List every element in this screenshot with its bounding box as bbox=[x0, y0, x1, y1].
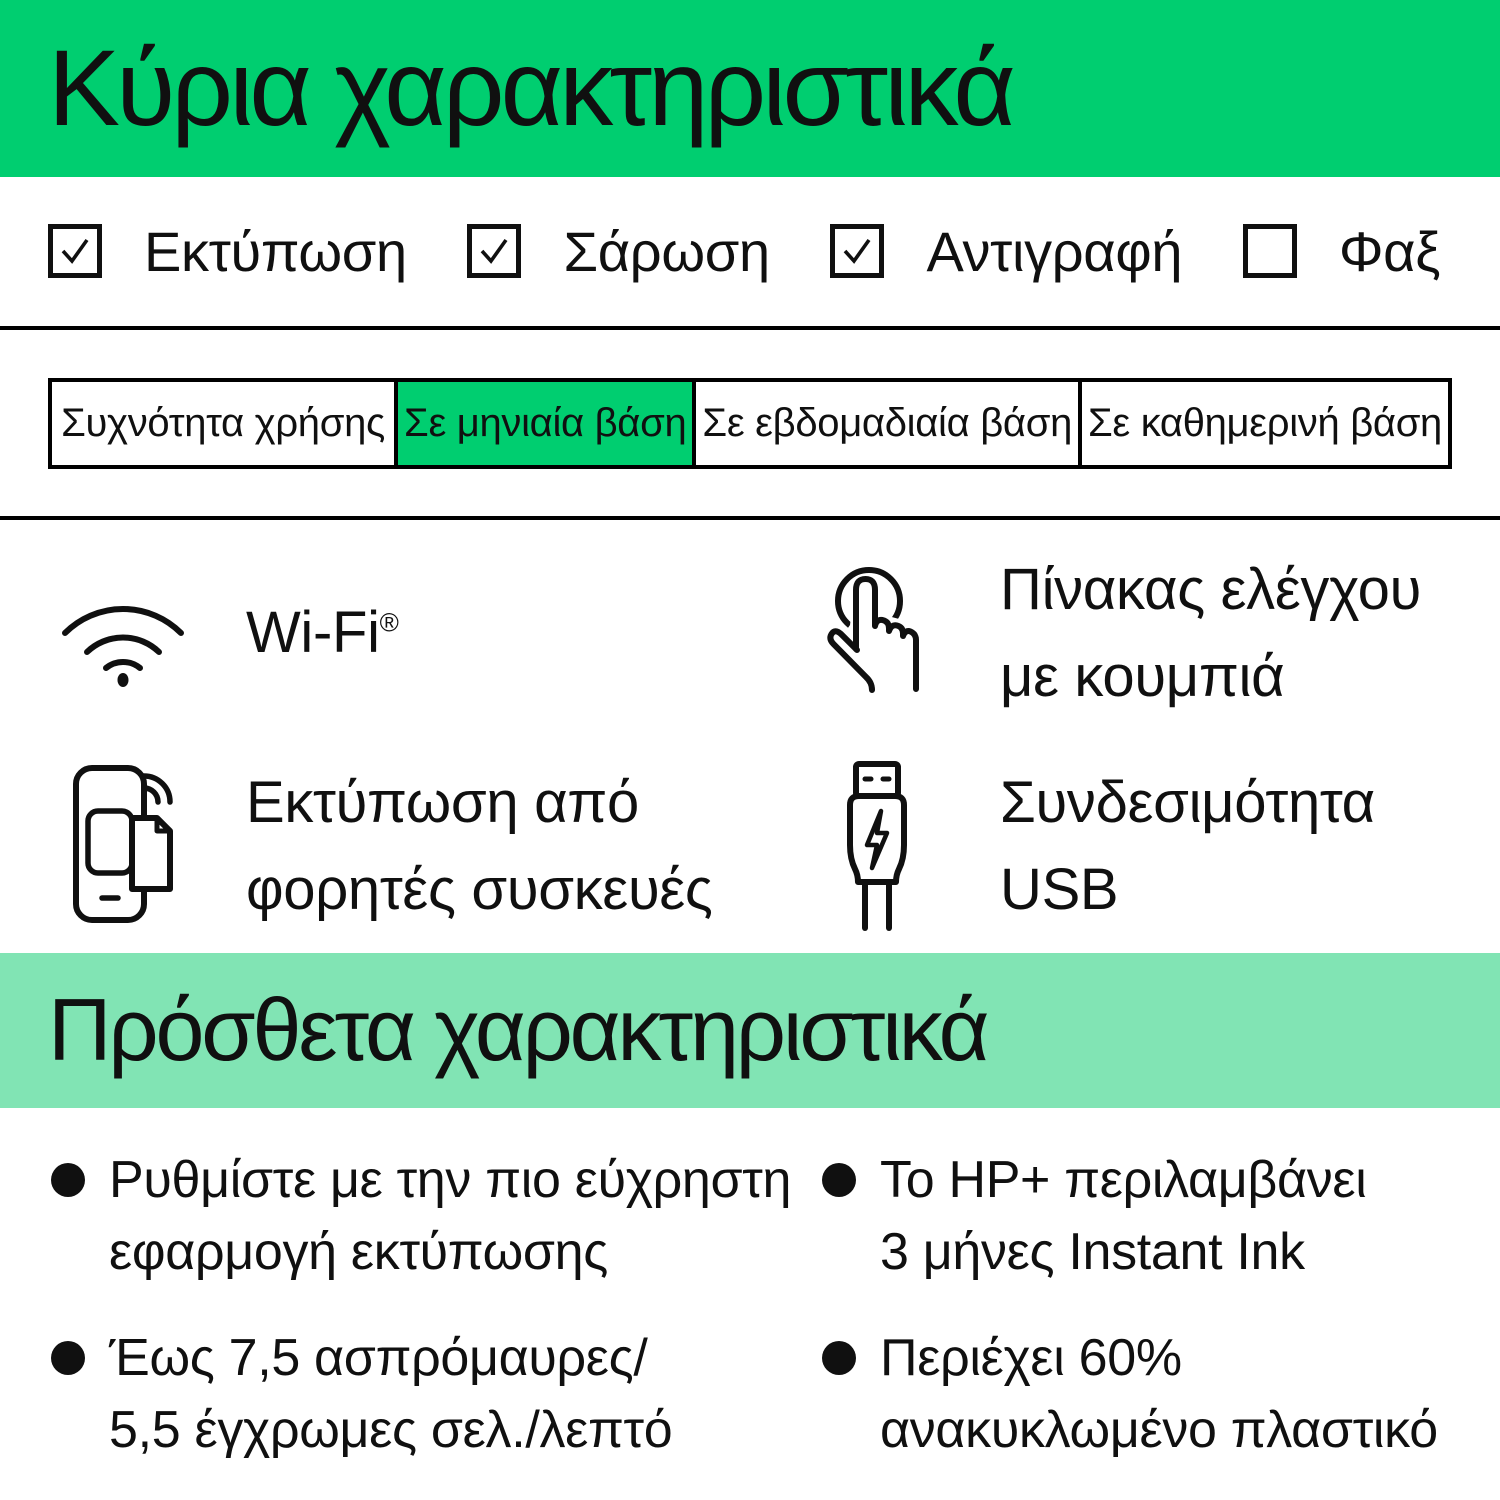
additional-features-banner bbox=[0, 953, 1500, 1108]
mobile-print-icon bbox=[48, 756, 198, 936]
checkbox-checked-icon[interactable] bbox=[830, 224, 884, 278]
bullet-dot-icon bbox=[822, 1341, 856, 1375]
bullet-dot-icon bbox=[51, 1163, 85, 1197]
function-item-print bbox=[48, 219, 407, 284]
tab-monthly[interactable]: Σε μηνιαία βάση bbox=[394, 382, 692, 465]
function-item-scan bbox=[467, 219, 769, 284]
usb-icon bbox=[802, 760, 952, 932]
bullet-easy-setup: Ρυθμίστε με την πιο εύχρηστη εφαρμογή εκτύπωσης bbox=[51, 1144, 702, 1288]
additional-features-list bbox=[0, 1108, 1500, 1500]
function-label-fax: Φαξ bbox=[1338, 219, 1440, 283]
divider-top bbox=[0, 326, 1500, 330]
feature-label-control-panel: Πίνακας ελέγχου με κουμπιά bbox=[1000, 556, 1421, 709]
feature-control-panel bbox=[750, 526, 1452, 739]
bullet-dot-icon bbox=[822, 1163, 856, 1197]
feature-wifi bbox=[48, 526, 750, 739]
function-item-fax bbox=[1243, 219, 1440, 284]
function-label-scan: Σάρωση bbox=[563, 219, 770, 283]
bullet-recycled-plastic: Περιέχει 60% ανακυκλωμένο πλαστικό bbox=[822, 1322, 1500, 1466]
function-item-copy bbox=[830, 219, 1182, 284]
features-grid bbox=[0, 520, 1500, 953]
feature-mobile-printing bbox=[48, 739, 750, 952]
feature-label-usb: Συνδεσιμότητα USB bbox=[1000, 770, 1375, 922]
wifi-icon bbox=[48, 577, 198, 689]
bullet-instant-ink: Το HP+ περιλαμβάνει 3 μήνες Instant Ink bbox=[822, 1144, 1500, 1288]
checkbox-unchecked-icon[interactable] bbox=[1243, 224, 1297, 278]
feature-usb bbox=[750, 739, 1452, 952]
tab-daily[interactable]: Σε καθημερινή βάση bbox=[1078, 382, 1448, 465]
bullet-column-right bbox=[702, 1144, 1500, 1500]
usage-frequency-table bbox=[48, 378, 1452, 469]
main-features-banner bbox=[0, 0, 1500, 177]
tab-weekly[interactable]: Σε εβδομαδιαία βάση bbox=[692, 382, 1078, 465]
feature-label-wifi: Wi-Fi® bbox=[246, 600, 399, 666]
bullet-column-left bbox=[0, 1144, 792, 1500]
checkbox-checked-icon[interactable] bbox=[48, 224, 102, 278]
touch-button-icon bbox=[802, 563, 952, 703]
bullet-dot-icon bbox=[51, 1341, 85, 1375]
main-features-title: Κύρια χαρακτηριστικά bbox=[48, 27, 1013, 149]
function-label-print: Εκτύπωση bbox=[144, 219, 407, 283]
checkbox-checked-icon[interactable] bbox=[467, 224, 521, 278]
registered-trademark: ® bbox=[379, 607, 399, 638]
function-label-copy: Αντιγραφή bbox=[926, 219, 1183, 283]
bullet-print-speed: Έως 7,5 ασπρόμαυρες/ 5,5 έγχρωμες σελ./λεπτό bbox=[51, 1322, 702, 1466]
usage-frequency-header: Συχνότητα χρήσης bbox=[52, 382, 394, 465]
additional-features-title: Πρόσθετα χαρακτηριστικά bbox=[48, 980, 987, 1080]
function-checkbox-row bbox=[0, 177, 1500, 327]
feature-label-mobile-printing: Εκτύπωση από φορητές συσκευές bbox=[246, 770, 713, 922]
